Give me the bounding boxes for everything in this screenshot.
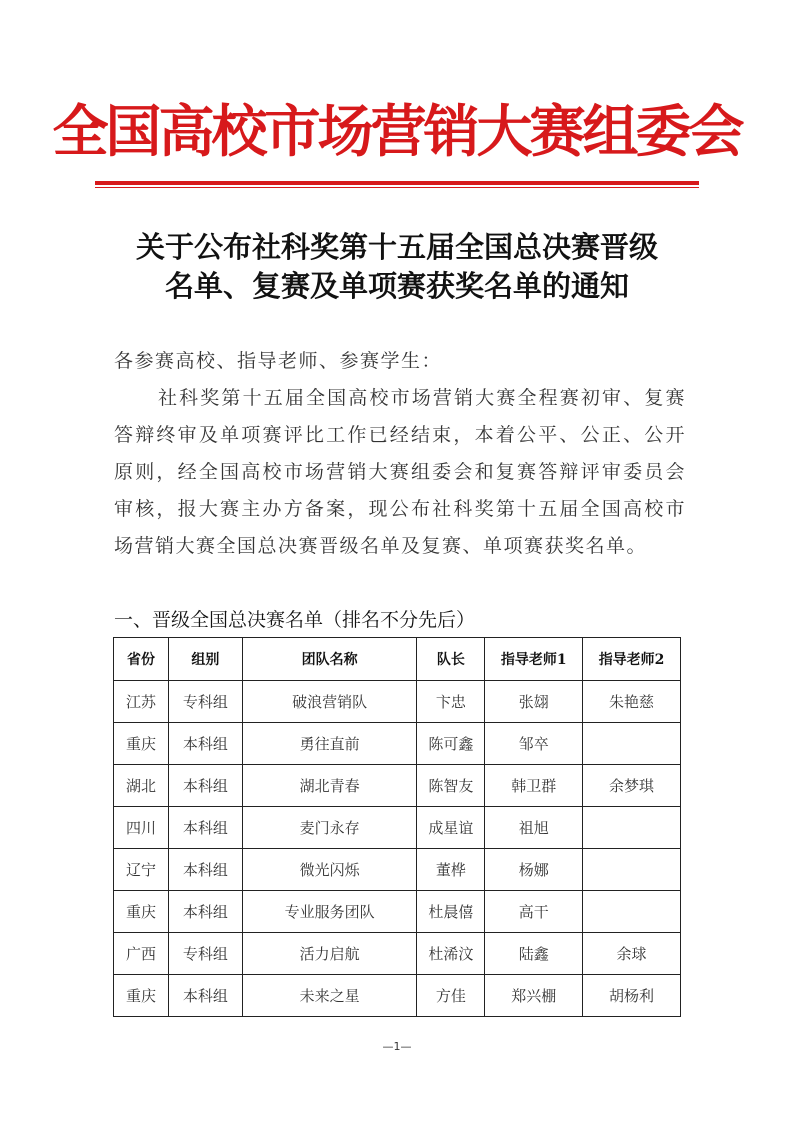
cell-advisor-1: 杨娜 bbox=[485, 849, 583, 891]
cell-advisor-1: 张翃 bbox=[485, 681, 583, 723]
cell-advisor-1: 邹卒 bbox=[485, 723, 583, 765]
cell-team-name: 勇往直前 bbox=[242, 723, 417, 765]
table-row bbox=[114, 975, 681, 1017]
cell-group: 本科组 bbox=[168, 765, 242, 807]
cell-province: 辽宁 bbox=[114, 849, 169, 891]
cell-captain: 成星谊 bbox=[417, 807, 485, 849]
body-paragraph: 社科奖第十五届全国高校市场营销大赛全程赛初审、复赛答辩终审及单项赛评比工作已经结束，本着公平、公正、公开原则，经全国高校市场营销大赛组委会和复赛答辩评审委员会审核，报大赛主办方备案，现公布社科奖第十五届全国高校市场营销大赛全国总决赛晋级名单及复赛、单项赛获奖名单。 bbox=[114, 387, 686, 557]
cell-captain: 陈可鑫 bbox=[417, 723, 485, 765]
header-advisor-2: 指导老师2 bbox=[583, 638, 681, 681]
cell-captain: 杜晨僖 bbox=[417, 891, 485, 933]
header-advisor-1: 指导老师1 bbox=[485, 638, 583, 681]
cell-team-name: 湖北青春 bbox=[242, 765, 417, 807]
cell-advisor-2: 胡杨利 bbox=[583, 975, 681, 1017]
cell-group: 本科组 bbox=[168, 849, 242, 891]
masthead-rule-thin bbox=[95, 187, 699, 188]
table-row bbox=[114, 849, 681, 891]
table-row bbox=[114, 807, 681, 849]
notice-title-line-2: 名单、复赛及单项赛获奖名单的通知 bbox=[164, 269, 629, 303]
header-team-name: 团队名称 bbox=[242, 638, 417, 681]
table-row bbox=[114, 681, 681, 723]
cell-advisor-2: 余梦琪 bbox=[583, 765, 681, 807]
page-number: —1— bbox=[382, 1040, 412, 1053]
cell-captain: 方佳 bbox=[417, 975, 485, 1017]
masthead-rule-thick bbox=[95, 181, 699, 185]
cell-advisor-1: 高干 bbox=[485, 891, 583, 933]
header-captain: 队长 bbox=[417, 638, 485, 681]
finalist-table bbox=[113, 637, 681, 1017]
cell-team-name: 麦门永存 bbox=[242, 807, 417, 849]
cell-province: 重庆 bbox=[114, 891, 169, 933]
cell-team-name: 破浪营销队 bbox=[242, 681, 417, 723]
cell-province: 四川 bbox=[114, 807, 169, 849]
section-heading: 一、晋级全国总决赛名单（排名不分先后） bbox=[114, 609, 476, 631]
cell-captain: 卞忠 bbox=[417, 681, 485, 723]
cell-team-name: 未来之星 bbox=[242, 975, 417, 1017]
greeting: 各参赛高校、指导老师、参赛学生： bbox=[114, 350, 443, 372]
cell-advisor-2: 余球 bbox=[583, 933, 681, 975]
cell-province: 湖北 bbox=[114, 765, 169, 807]
cell-group: 本科组 bbox=[168, 975, 242, 1017]
cell-province: 重庆 bbox=[114, 975, 169, 1017]
cell-group: 专科组 bbox=[168, 933, 242, 975]
cell-advisor-1: 韩卫群 bbox=[485, 765, 583, 807]
cell-group: 专科组 bbox=[168, 681, 242, 723]
masthead-title: 全国高校市场营销大赛组委会 bbox=[52, 99, 742, 165]
table-row bbox=[114, 723, 681, 765]
cell-advisor-2 bbox=[583, 723, 681, 765]
table-row bbox=[114, 891, 681, 933]
cell-group: 本科组 bbox=[168, 807, 242, 849]
notice-title-line-1: 关于公布社科奖第十五届全国总决赛晋级 bbox=[135, 230, 658, 264]
cell-province: 江苏 bbox=[114, 681, 169, 723]
cell-captain: 陈智友 bbox=[417, 765, 485, 807]
cell-advisor-2 bbox=[583, 891, 681, 933]
table-row bbox=[114, 933, 681, 975]
cell-captain: 杜浠汶 bbox=[417, 933, 485, 975]
cell-group: 本科组 bbox=[168, 723, 242, 765]
cell-group: 本科组 bbox=[168, 891, 242, 933]
table-header-row bbox=[114, 638, 681, 681]
cell-captain: 董桦 bbox=[417, 849, 485, 891]
cell-team-name: 微光闪烁 bbox=[242, 849, 417, 891]
cell-advisor-1: 郑兴棚 bbox=[485, 975, 583, 1017]
cell-advisor-2: 朱艳慈 bbox=[583, 681, 681, 723]
cell-advisor-2 bbox=[583, 849, 681, 891]
cell-advisor-1: 陆鑫 bbox=[485, 933, 583, 975]
cell-team-name: 活力启航 bbox=[242, 933, 417, 975]
cell-advisor-1: 祖旭 bbox=[485, 807, 583, 849]
header-province: 省份 bbox=[114, 638, 169, 681]
cell-province: 重庆 bbox=[114, 723, 169, 765]
table-row bbox=[114, 765, 681, 807]
header-group: 组别 bbox=[168, 638, 242, 681]
cell-advisor-2 bbox=[583, 807, 681, 849]
cell-province: 广西 bbox=[114, 933, 169, 975]
cell-team-name: 专业服务团队 bbox=[242, 891, 417, 933]
